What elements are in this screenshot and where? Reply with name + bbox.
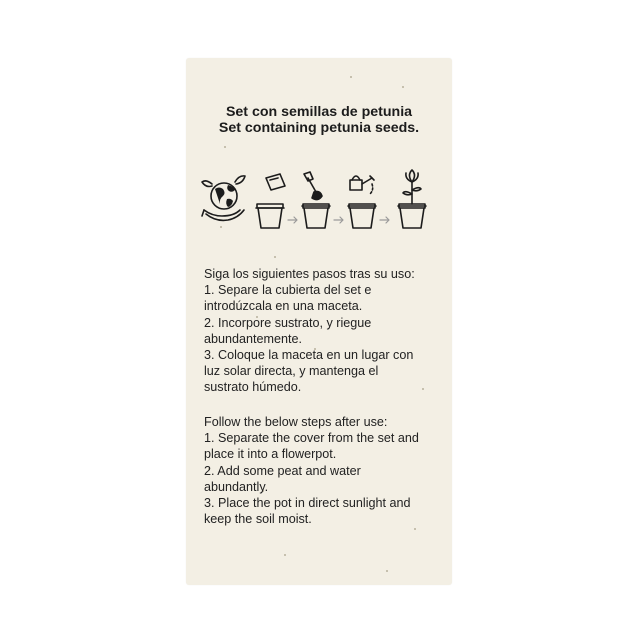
empty-pot-icon [256,174,285,228]
paper-speck [284,554,286,556]
hand-globe-icon [202,176,245,221]
trowel-seed-pot-icon [302,172,330,228]
paper-speck [274,256,276,258]
instruction-line: abundantly. [204,479,269,494]
paper-speck [350,76,352,78]
english-instructions [204,414,440,527]
planting-steps-illustration [200,166,440,238]
arrow-icon [288,217,297,223]
paper-speck [402,86,404,88]
instruction-line: abundantemente. [204,331,303,346]
instruction-line: sustrato húmedo. [204,380,302,395]
seed-paper-card [186,58,452,585]
instruction-line: Siga los siguientes pasos tras su uso: [204,267,415,281]
instruction-line: luz solar directa, y mantenga el [204,364,379,379]
instruction-line: keep the soil moist. [204,512,312,527]
instruction-line: place it into a flowerpot. [204,447,337,462]
watering-can-pot-icon [348,176,376,228]
flower-pot-icon [398,170,426,228]
title-spanish: Set con semillas de petunia [225,104,413,120]
instruction-line: 1. Separate the cover from the set and [204,431,419,446]
instruction-line: 1. Separe la cubierta del set e [204,283,372,298]
instruction-line: introdúzcala en una maceta. [204,299,363,314]
paper-speck [224,146,226,148]
instruction-line: 3. Coloque la maceta en un lugar con [204,348,414,363]
title-english: Set containing petunia seeds. [218,120,420,136]
paper-speck [386,570,388,572]
paper-speck [414,528,416,530]
spanish-instructions [204,266,440,396]
arrow-icon [380,217,389,223]
arrow-icon [334,217,343,223]
card-title [186,104,452,136]
instruction-line: 2. Add some peat and water [204,463,361,478]
instruction-line: Follow the below steps after use: [204,415,388,429]
instruction-line: 3. Place the pot in direct sunlight and [204,496,411,511]
instruction-line: 2. Incorpore sustrato, y riegue [204,315,372,330]
